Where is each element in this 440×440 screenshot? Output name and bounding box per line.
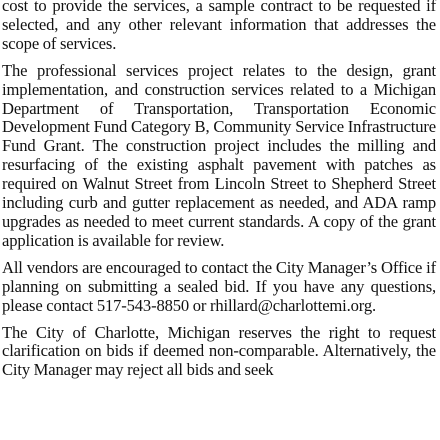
paragraph-project-description: The professional services project relates to the design, grant implementation, and construction services related to a Michigan Department of Transportation, Transportation Economic Development Fund Category B, Community Service Infrastructure Fund Grant. The construction project includes the milling and resurfacing of the existing asphalt pavement with patches as required on Walnut Street from Lincoln Street to Shepherd Street including curb and gutter replacement as needed, and ADA ramp upgrades as needed to meet current standards. A copy of the grant application is available for review. [2,60,436,250]
public-notice-body [2,0,436,388]
paragraph-scope-of-services: cost to provide the services, a sample contract to be requested if selected, and any other relevant information that addresses the scope of services. [2,0,436,53]
paragraph-vendor-contact: All vendors are encouraged to contact the City Manager’s Office if planning on submitting a sealed bid. If you have any questions, please contact 517-543-8850 or rhillard@​charlottemi.org. [2,257,436,315]
paragraph-reservation-of-rights: The City of Charlotte, Michigan reserves the right to request clarification on bids if deemed non-comparable. Alternatively, the City Manager may reject all bids and seek [2,322,436,380]
